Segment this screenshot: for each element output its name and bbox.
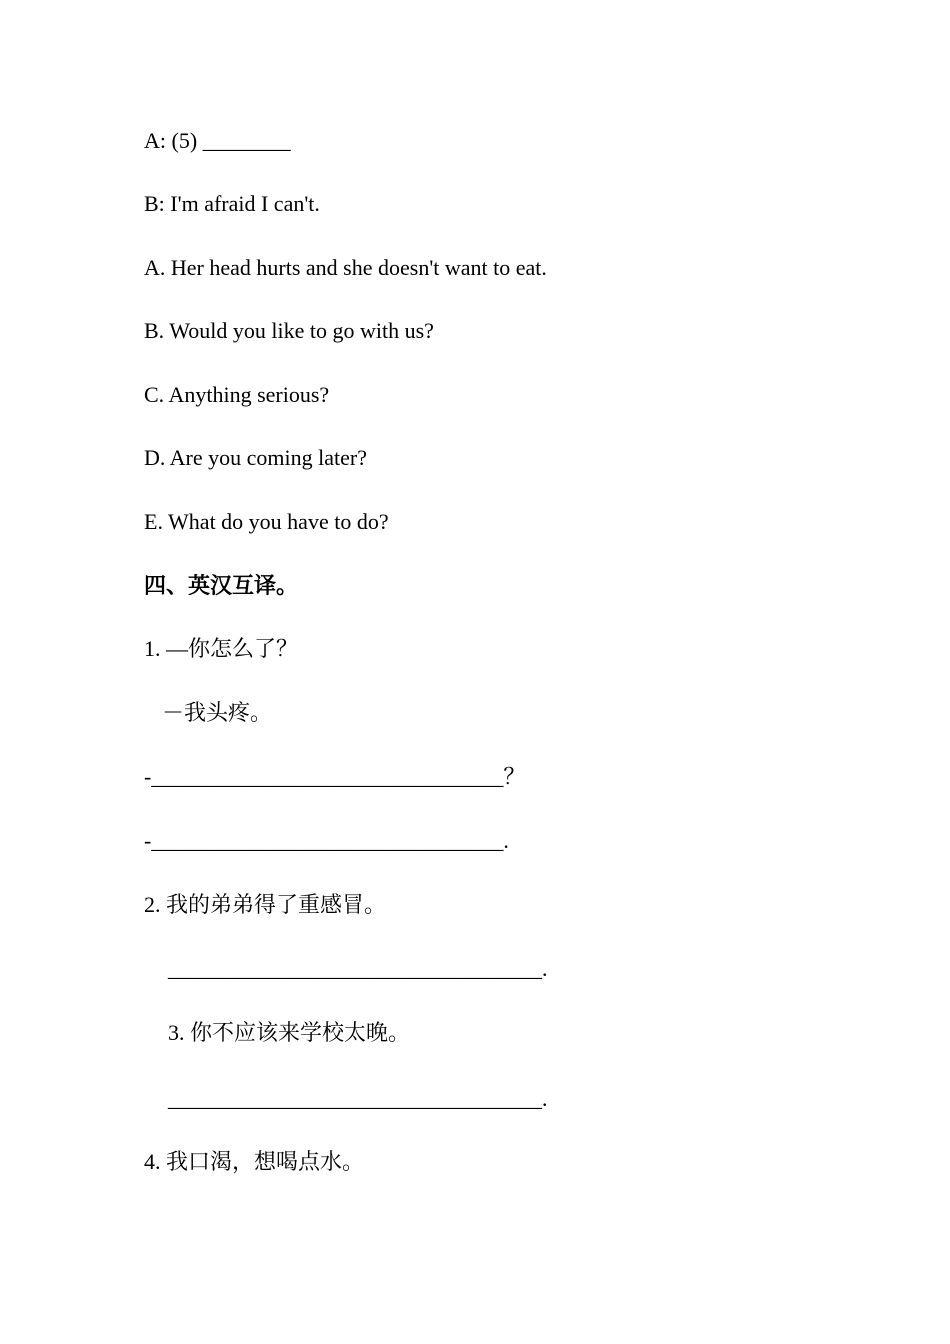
dialogue-a-line: A: (5) ________: [144, 128, 291, 153]
option-a: A. Her head hurts and she doesn't want to eat.: [144, 255, 547, 280]
question-1-answer-blank-2: -________________________________.: [144, 828, 509, 853]
option-d: D. Are you coming later?: [144, 445, 367, 470]
section-heading: 四、英汉互译。: [144, 573, 299, 598]
question-1-answer-blank-1: -________________________________？: [144, 764, 526, 789]
question-1-reply: －我头疼。: [162, 700, 273, 725]
question-3: 3. 你不应该来学校太晚。: [168, 1020, 411, 1045]
dialogue-b-line: B: I'm afraid I can't.: [144, 191, 320, 216]
option-e: E. What do you have to do?: [144, 509, 389, 534]
question-1: 1. —你怎么了？: [144, 636, 299, 661]
question-2-answer-blank: __________________________________.: [168, 956, 548, 981]
option-b: B. Would you like to go with us?: [144, 318, 434, 343]
question-3-answer-blank: __________________________________.: [168, 1086, 548, 1111]
option-c: C. Anything serious?: [144, 382, 330, 407]
question-4: 4. 我口渴，想喝点水。: [144, 1149, 365, 1174]
question-2: 2. 我的弟弟得了重感冒。: [144, 892, 387, 917]
